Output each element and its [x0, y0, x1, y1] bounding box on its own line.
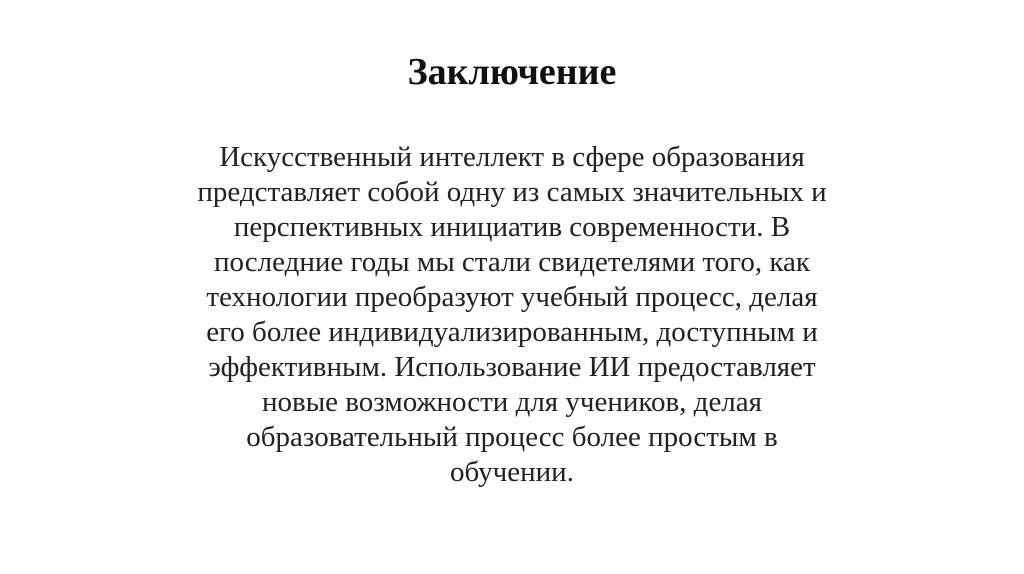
- body-line: обучении.: [450, 456, 574, 488]
- body-line: Искусственный интеллект в сфере образования: [219, 141, 805, 173]
- body-line: последние годы мы стали свидетелями того, как: [214, 246, 810, 278]
- body-line: представляет собой одну из самых значительных и: [197, 176, 827, 208]
- body-line: его более индивидуализированным, доступным и: [206, 316, 818, 348]
- slide-title: Заключение: [407, 51, 617, 93]
- body-line: эффективным. Использование ИИ предоставляет: [208, 351, 816, 383]
- body-line: новые возможности для учеников, делая: [261, 386, 762, 418]
- body-line: перспективных инициатив современности. В: [233, 211, 791, 243]
- body-line: образовательный процесс более простым в: [246, 421, 778, 453]
- slide-body-text: [150, 140, 874, 490]
- body-line: технологии преобразуют учебный процесс, делая: [206, 281, 818, 313]
